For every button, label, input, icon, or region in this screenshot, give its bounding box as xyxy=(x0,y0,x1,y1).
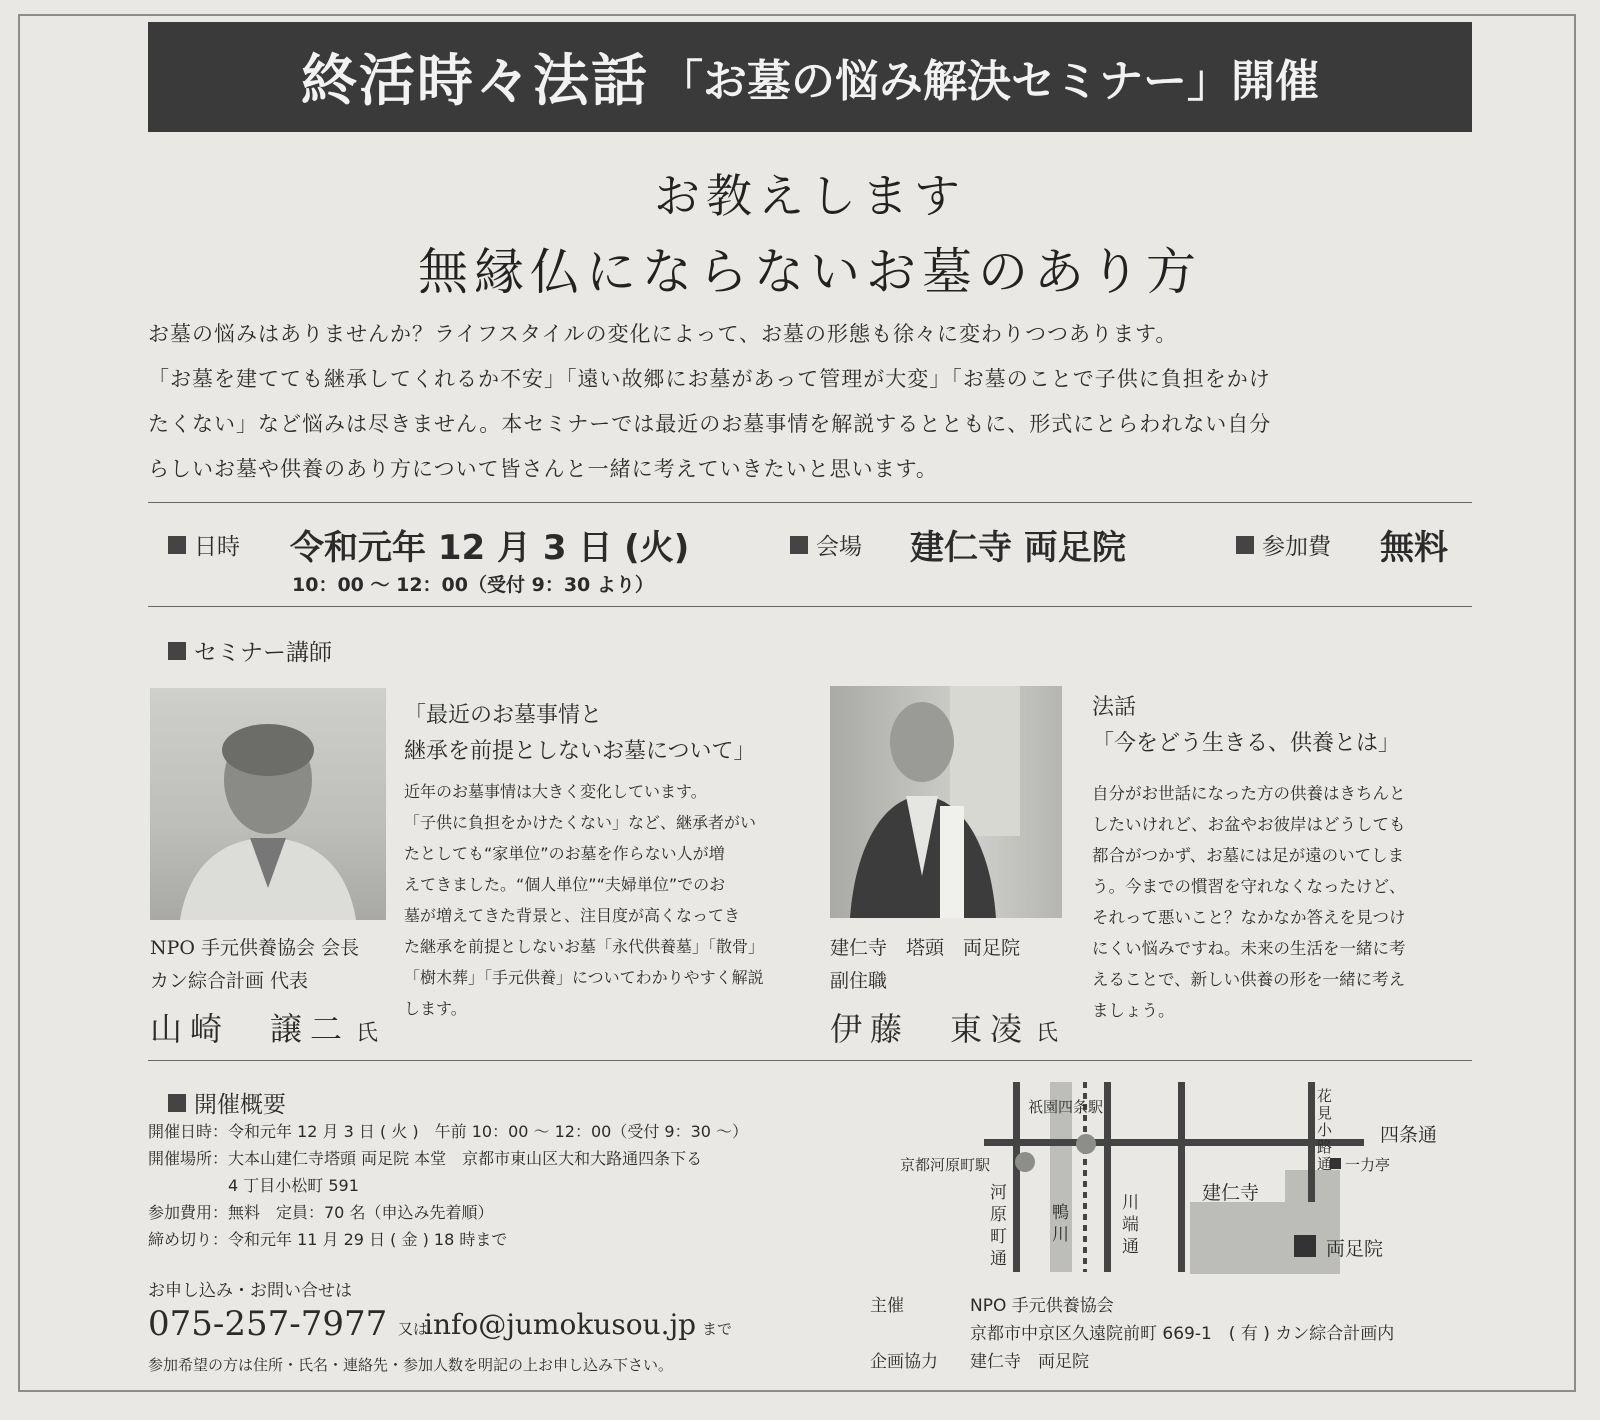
fee-value: 無料 xyxy=(1380,528,1448,568)
lecturer2-affiliation: 建仁寺 塔頭 両足院 副住職 xyxy=(830,937,1021,992)
contact-made: まで xyxy=(702,1320,733,1338)
date-label: 日時 xyxy=(168,528,240,561)
map-label-ryosokuin: 両足院 xyxy=(1326,1238,1384,1260)
banner-title-main: 終活時々法話 xyxy=(301,49,649,114)
map-label-ichiriki: 一力亭 xyxy=(1345,1156,1391,1174)
coop-label: 企画協力 xyxy=(870,1352,938,1372)
intro-text xyxy=(148,312,1478,492)
title-banner xyxy=(148,22,1472,132)
lecturer1-topic: 「最近のお墓事情と 継承を前提としないお墓について」 xyxy=(404,703,756,764)
divider xyxy=(148,502,1472,503)
intro-line: お墓の悩みはありませんか？ライフスタイルの変化によって、お墓の形態も徐々に変わりつつあります。 xyxy=(148,322,1178,346)
coop-name: 建仁寺 両足院 xyxy=(970,1352,1089,1372)
banner-title-sub: 「お墓の悩み解決セミナー」開催 xyxy=(659,56,1319,107)
email-address[interactable]: info@jumokusou.jp xyxy=(424,1308,697,1341)
bullet-square-icon xyxy=(790,536,808,554)
bullet-square-icon xyxy=(168,536,186,554)
lecturer1-name: 山崎 譲二 氏 xyxy=(150,1010,379,1048)
host-label: 主催 xyxy=(870,1296,904,1316)
map-label-kawabata: 川端通 xyxy=(1122,1193,1139,1257)
lecturer1-photo xyxy=(150,688,386,920)
overview-details: 開催日時：令和元年 12 月 3 日 ( 火 ) 午前 10：00 〜 12：00（受付 9：30 〜） 開催場所：大本山建仁寺塔頭 両足院 本堂 京都市東山区大和大路通四条下る 4 丁目小松町 591 参加費用：無料 定員：70 名（申込み先着順） 締め切り：令和元年 11 月 29 日 ( 金 ) 18 時まで xyxy=(148,1122,749,1249)
bullet-square-icon xyxy=(168,642,186,660)
venue-label: 会場 xyxy=(790,528,862,561)
map-label-gion: 祇園四条駅 xyxy=(1028,1098,1104,1116)
fee-label: 参加費 xyxy=(1236,528,1331,561)
application-note: 参加希望の方は住所・氏名・連絡先・参加人数を明記の上お申し込み下さい。 xyxy=(148,1356,674,1374)
date-value: 令和元年 12 月 3 日 (火) xyxy=(290,528,690,568)
lecturers-heading: セミナー講師 xyxy=(168,634,332,667)
overview-heading: 開催概要 xyxy=(168,1086,286,1119)
intro-line: 「お墓を建てても継承してくれるか不安」「遠い故郷にお墓があって管理が大変」「お墓のことで子供に負担をかけ xyxy=(148,367,1271,391)
host-address: 京都市中京区久遠院前町 669-1 ( 有 ) カン綜合計画内 xyxy=(970,1324,1395,1344)
lecturer2-photo xyxy=(830,686,1062,918)
headline-line1: お教えします xyxy=(654,169,966,223)
map-label-hanamikoji: 花見小路通 xyxy=(1317,1087,1333,1173)
map-label-kawaramachi-station: 京都河原町駅 xyxy=(900,1156,991,1174)
bullet-square-icon xyxy=(168,1094,186,1112)
map-label-kenninji: 建仁寺 xyxy=(1202,1182,1260,1204)
map-label-shijo: 四条通 xyxy=(1380,1124,1438,1146)
contact-or: 又は xyxy=(398,1320,429,1338)
time-value: 10：00 〜 12：00（受付 9：30 より） xyxy=(292,574,654,596)
map-label-kamogawa: 鴨川 xyxy=(1052,1203,1069,1245)
contact-heading: お申し込み・お問い合せは xyxy=(148,1281,352,1301)
intro-line: たくない」など悩みは尽きません。本セミナーでは最近のお墓事情を解説するとともに、形式にとらわれない自分 xyxy=(148,412,1272,436)
venue-value: 建仁寺 両足院 xyxy=(910,528,1126,568)
lecturer2-name: 伊藤 東凌 氏 xyxy=(830,1010,1059,1048)
lecturer2-description: 自分がお世話になった方の供養はきちんと したいけれど、お盆やお彼岸はどうしても 都合がつかず、お墓には足が遠のいてしま う。今までの慣習を守れなくなったけど、 それって悪いこと？なかなか答えを見つけ にくい悩みですね。未来の生活を一緒に考 えることで、新しい供養の形を一緒に考え ましょう。 xyxy=(1092,784,1406,1020)
divider xyxy=(148,1060,1472,1061)
headline-line2: 無縁仏にならないお墓のあり方 xyxy=(418,243,1202,301)
intro-line: らしいお墓や供養のあり方について皆さんと一緒に考えていきたいと思います。 xyxy=(148,457,938,481)
lecturer1-affiliation: NPO 手元供養協会 会長 カン綜合計画 代表 xyxy=(150,937,360,992)
lecturer2-topic: 法話 「今をどう生きる、供養とは」 xyxy=(1092,695,1401,756)
host-name: NPO 手元供養協会 xyxy=(970,1296,1114,1316)
access-map xyxy=(880,1082,1460,1292)
phone-number[interactable]: 075-257-7977 xyxy=(148,1304,388,1344)
lecturer1-description: 近年のお墓事情は大きく変化しています。 「子供に負担をかけたくない」など、継承者がい たとしても“家単位”のお墓を作らない人が増 えてきました。“個人単位”“夫婦単位”でのお 墓が増えてきた背景と、注目度が高くなってき た継承を前提としないお墓「永代供養墓」「散骨」 「樹木葬」「手元供養」についてわかりやすく解説 します。 xyxy=(404,782,765,1018)
divider xyxy=(148,606,1472,607)
portrait-icon xyxy=(150,688,386,920)
map-label-kawaramachi-dori: 河原町通 xyxy=(990,1183,1007,1269)
bullet-square-icon xyxy=(1236,536,1254,554)
portrait-icon xyxy=(830,686,1062,918)
organizer-block xyxy=(870,1292,1470,1376)
